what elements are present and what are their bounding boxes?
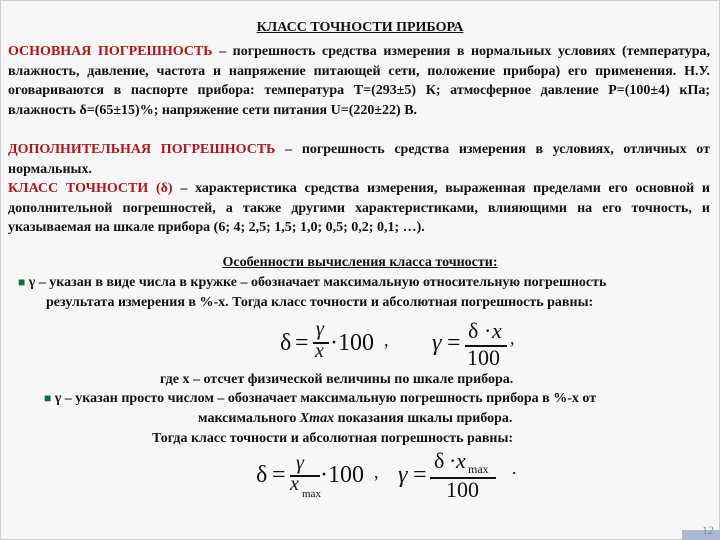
f2-dot: ·	[449, 448, 457, 473]
f1-delta-2: δ	[468, 318, 479, 343]
where-line: где x – отсчет физической величины по шкале прибора.	[160, 372, 514, 387]
f2-x-sub-2: max	[468, 462, 489, 476]
f1-hundred: 100	[467, 345, 500, 370]
f1-gamma: γ	[316, 318, 324, 340]
f1-dot: ·	[484, 318, 492, 343]
f2-x: x	[290, 473, 299, 495]
bullet-2-text-2b: показания шкалы прибора.	[334, 411, 513, 426]
f1-x: x	[315, 340, 324, 362]
f2-comma: ,	[374, 462, 379, 482]
f2-hundred: 100	[446, 477, 479, 502]
f1-comma-2: ,	[510, 328, 515, 348]
f1-comma: ,	[384, 330, 389, 350]
bullet-2-text-2a: максимального	[198, 411, 300, 426]
xmax-term: Xmax	[299, 411, 335, 426]
term-additional-error: ДОПОЛНИТЕЛЬНАЯ ПОГРЕШНОСТЬ	[8, 142, 276, 157]
f1-delta: δ	[280, 330, 292, 356]
bullet-1-text-1: γ – указан в виде числа в кружке – обозначает максимальную относительную погрешность	[28, 275, 607, 290]
paragraph-accuracy-class	[8, 179, 710, 238]
f2-x-sub: max	[302, 488, 321, 500]
f2-gamma-2: γ	[398, 462, 408, 488]
bullet-2-line-3: Тогда класс точности и абсолютная погрешность равны:	[152, 431, 514, 446]
subtitle-features: Особенности вычисления класса точности:	[222, 255, 498, 270]
f1-x-2: x	[492, 318, 502, 343]
bullet-icon: ■	[18, 275, 26, 289]
definition-main-error: – погрешность средства измерения в нормальных условиях (температура, влажность, давление, частота и напряжение питающей сети, положение прибора) его применения. Н.У. оговариваются в паспорте прибора: температура T=(293±5) К; атмосферное давление Р=(100±4) кПа; влажность δ=(65±15)%; напряжение сети питания U=(220±22) В.	[8, 44, 710, 118]
bullet-2-line-2	[198, 411, 512, 427]
bullet-2-text-1: γ – указан просто числом – обозначает максимальную погрешность прибора в %-х от	[54, 391, 597, 406]
bullet-2-line-1	[44, 391, 596, 407]
page-title: КЛАСС ТОЧНОСТИ ПРИБОРА	[256, 20, 464, 35]
f2-eq: =	[272, 462, 286, 488]
f1-gamma-2: γ	[432, 330, 442, 356]
definition-accuracy-class: – характеристика средства измерения, выраженная пределами его основной и дополнительной погрешностей, а также другими характеристиками, влияющими на его точность, и указываемая на шкале прибора (6; 4; 2,5; 1,5; 1,0; 0,5; 0,2; 0,1; …).	[8, 181, 710, 235]
term-accuracy-class: КЛАСС ТОЧНОСТИ (δ)	[8, 181, 173, 196]
bullet-1-line-2: результата измерения в %-х. Тогда класс точности и абсолютная погрешность равны:	[46, 295, 594, 310]
f1-mul100: ·100	[330, 330, 374, 356]
footer-accent	[682, 530, 720, 540]
f2-period: .	[512, 458, 517, 478]
f2-gamma: γ	[296, 452, 304, 474]
f2-eq-2: =	[413, 462, 427, 488]
paragraph-additional-error	[8, 140, 710, 179]
f2-delta-2: δ	[434, 448, 445, 473]
f2-delta: δ	[256, 462, 268, 488]
f2-x-2: x	[456, 448, 466, 473]
term-main-error: ОСНОВНАЯ ПОГРЕШНОСТЬ	[8, 44, 213, 59]
bullet-1-line-1	[18, 275, 606, 291]
page-number: 12	[702, 523, 714, 537]
f2-mul100: ·100	[320, 462, 364, 488]
f1-eq-2: =	[447, 330, 461, 356]
definition-additional-error: – погрешность средства измерения в условиях, отличных от нормальных.	[8, 142, 710, 177]
bullet-icon-2: ■	[44, 391, 52, 405]
f1-eq: =	[295, 330, 309, 356]
paragraph-main-error	[8, 42, 710, 120]
